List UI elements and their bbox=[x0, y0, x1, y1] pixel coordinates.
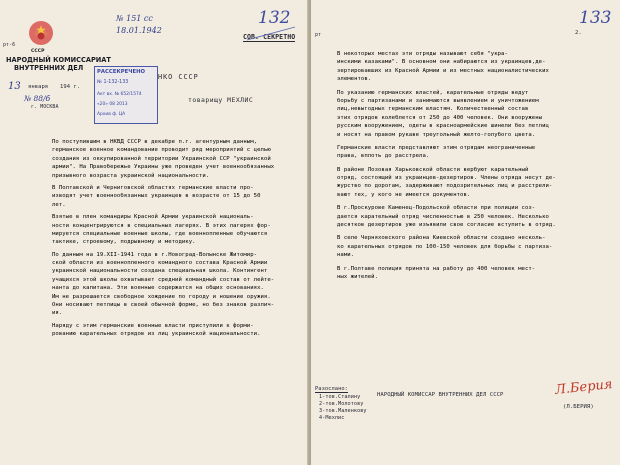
body-line: нанта до капитана. Эти военные содержатся на общих основаниях. bbox=[52, 285, 264, 292]
body-line: Взятые в плен командиры Красной Армии украинской националь- bbox=[52, 214, 254, 221]
body-line: Германские власти представляют этим отрядам неограниченные bbox=[337, 144, 536, 151]
body-line: Наряду с этим германские военные власти приступили к форми- bbox=[52, 322, 254, 329]
body-line: права, вплоть до расстрела. bbox=[337, 153, 430, 160]
body-line: украинской национальности создана специальная школа. Контингент bbox=[52, 268, 268, 275]
page-number: 2. bbox=[575, 30, 582, 36]
city: г. МОСКВА bbox=[31, 104, 59, 110]
distribution-item: 4-Мехлис bbox=[319, 415, 345, 421]
org-line-1: НАРОДНЫЙ КОМИССАРИАТ bbox=[6, 56, 111, 64]
date-month: января bbox=[28, 84, 49, 90]
handwritten-reg-number: № 151 сс bbox=[116, 14, 153, 23]
body-line: В Полтавской и Черниговской областях германские власти про- bbox=[52, 184, 254, 191]
corner-mark: рт bbox=[315, 32, 322, 38]
body-line: этих отрядов колеблется от 250 до 400 человек. Они вооружены bbox=[337, 114, 543, 121]
signature-handwritten: Л.Берия bbox=[554, 377, 614, 398]
body-line: лет. bbox=[52, 201, 66, 208]
right-body-text bbox=[337, 50, 619, 281]
soviet-emblem-icon bbox=[28, 20, 54, 46]
body-line: В г.Полтаве полиция принята на работу до 400 человек мест- bbox=[337, 265, 536, 272]
corner-mark: рт-6 bbox=[3, 42, 16, 48]
body-line: По поступившим в НКВД СССР в декабре п.г. агентурным данным, bbox=[52, 139, 258, 145]
body-line: ных жителей. bbox=[337, 273, 379, 280]
archive-page-number: 133 bbox=[579, 8, 612, 28]
signature-name: (Л.БЕРИЯ) bbox=[563, 404, 594, 410]
body-line: Им не разрешается свободное хождение по городу и ношение оружия. bbox=[52, 293, 271, 300]
body-line: тактике, строевому, подрывному и методику. bbox=[52, 239, 196, 246]
body-line: призывного возраста украинской национальности. bbox=[52, 172, 210, 179]
body-line: лиц,невыгодных германским властям. Количественный состав bbox=[337, 106, 529, 113]
body-line: рованию карательных отрядов из лиц украинской национальности. bbox=[52, 331, 261, 338]
declassified-stamp bbox=[94, 66, 158, 124]
emblem-label: СССР bbox=[31, 49, 45, 54]
secret-label: СОВ. СЕКРЕТНО bbox=[243, 33, 296, 41]
date-day: 13 bbox=[8, 81, 21, 92]
body-line: создания из оккупированной территории Украинской ССР "украинской bbox=[52, 155, 271, 162]
archive-page-number: 132 bbox=[258, 8, 291, 28]
recipient-org: НКО СССР bbox=[158, 73, 199, 81]
body-line: зертировавших из Красной Армии и из местных националистических bbox=[337, 67, 549, 74]
body-line: борьбу с партизанами и занимаются выявлением и уничтожением bbox=[337, 97, 539, 104]
body-line: журство по дорогам, задерживают подозрительных лиц и расстрели- bbox=[337, 183, 553, 190]
body-line: элементов. bbox=[337, 76, 372, 83]
distribution-item: 3-тов.Маленкову bbox=[319, 408, 367, 414]
body-line: ко карательных отрядов по 100-150 человек для борьбы с партиза- bbox=[337, 243, 553, 250]
handwritten-reg-date: 18.01.1942 bbox=[116, 26, 162, 35]
body-line: По данным на 19.XII-1941 года в г.Новоград-Волынске Житомир- bbox=[52, 251, 258, 258]
stamp-act: Акт вх. № 652/1574 bbox=[97, 92, 142, 97]
body-line: инскими казаками". В основном они набираются из украинцев,де- bbox=[337, 59, 546, 66]
body-line: русским вооружением, одеты в красноармейские шинели без петлиц bbox=[337, 123, 549, 130]
body-line: В селе Черняховского района Киевской области создано несколь- bbox=[337, 235, 546, 242]
recipient-name: товарищу МЕХЛИС bbox=[188, 96, 254, 104]
left-page bbox=[0, 0, 309, 465]
body-line: армии". На Правобережье Украины уже проведен учет военнообязанных bbox=[52, 164, 275, 171]
body-line: ия. bbox=[52, 310, 63, 317]
body-line: и носят на правом рукаве треугольный желто-голубого цвета. bbox=[337, 131, 536, 138]
body-line: вают тех, у кого не имеется документов. bbox=[337, 191, 471, 198]
org-line-2: ВНУТРЕННИХ ДЕЛ bbox=[14, 64, 84, 72]
distribution-item: 2-тов.Молотову bbox=[319, 401, 364, 407]
body-line: В г.Проскурове Каменец-Подольской области при полиции соз- bbox=[337, 205, 536, 212]
body-line: ской области из военнопленного командного состава Красной Армии bbox=[52, 260, 268, 267]
body-line: ности концентрируются в специальных лагерях. В этих лагерях фор- bbox=[52, 222, 271, 229]
body-line: В районе Лозовая Харьковской области вербуют карательный bbox=[337, 166, 529, 173]
body-line: дается карательный отряд численностью в 250 человек. Несколько bbox=[337, 213, 549, 220]
stamp-ref: № 1-132-133 bbox=[97, 80, 129, 85]
body-line: мируется специальные военные школы, где военнопленные обучаются bbox=[52, 230, 268, 237]
body-line: По указанию германских властей, карательные отряды ведут bbox=[337, 89, 529, 96]
stamp-fond: Архив ф. ЦА bbox=[97, 112, 126, 117]
right-page bbox=[311, 0, 620, 465]
signature-title: НАРОДНЫЙ КОМИССАР ВНУТРЕННИХ ДЕЛ СССР bbox=[377, 392, 504, 398]
body-line: В некоторых местах эти отряды называют себя "укра- bbox=[337, 51, 508, 57]
distribution-item: 1-тов.Сталину bbox=[319, 394, 361, 400]
body-line: десятков дезертиров уже изъявили свое согласие вступить в отряд. bbox=[337, 222, 556, 229]
distribution-title: Разослано: bbox=[315, 386, 348, 392]
document-number: № 88/б bbox=[24, 94, 51, 103]
body-line: германское военное командование проводит ряд мероприятий с целью bbox=[52, 147, 271, 154]
date-year: 194 г. bbox=[60, 84, 81, 90]
body-line: учащихся этой школы охватывает средний командный состав от лейте- bbox=[52, 276, 275, 283]
body-line: отряд, состоящий из украинцев-дезертиров. Члены отряда несут де- bbox=[337, 175, 556, 182]
body-line: нами. bbox=[337, 252, 355, 259]
stamp-date: «20» 08 2013 bbox=[97, 102, 128, 107]
strike-through-mark bbox=[245, 26, 297, 42]
left-body-text bbox=[52, 138, 308, 339]
body-line: Они носивают петлицы в своей обычной форме, но без знаков различ- bbox=[52, 302, 275, 309]
body-line: изводят учет военнообязанных украинцев в возрасте от 15 до 50 bbox=[52, 193, 261, 200]
stamp-title: РАССЕКРЕЧЕНО bbox=[97, 69, 146, 75]
